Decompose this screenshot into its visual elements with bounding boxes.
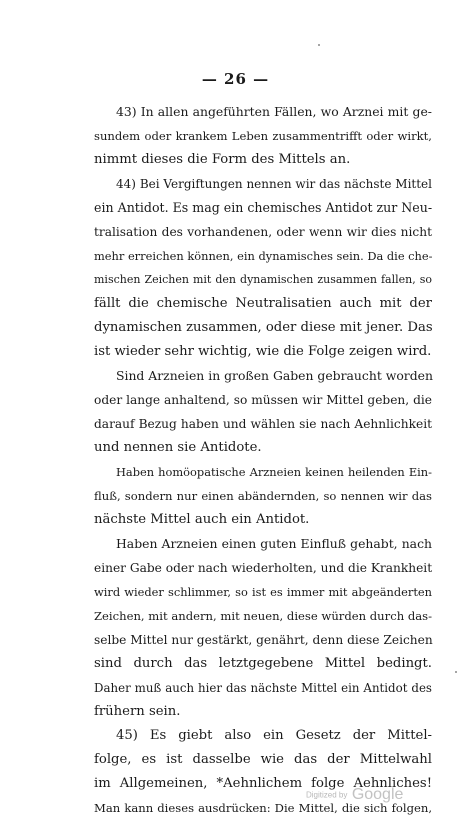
text-line: folge, es ist dasselbe wie das der Mittelwahl [94, 752, 432, 767]
ink-speck [318, 44, 320, 46]
text-line: sind durch das letztgegebene Mittel bedingt. [94, 656, 432, 671]
text-line: sundem oder krankem Leben zusammentrifft oder wirkt, [94, 129, 432, 143]
text-line: frühern sein. [94, 704, 181, 719]
text-line: dynamischen zusammen, oder diese mit jener. Das [94, 320, 433, 335]
watermark-prefix: Digitized by [306, 790, 348, 800]
text-line: fluß, sondern nur einen abändernden, so nennen wir das [94, 489, 432, 503]
text-line: Sind Arzneien in großen Gaben gebraucht worden [116, 368, 433, 383]
text-line: ist wieder sehr wichtig, wie die Folge zeigen wird. [94, 344, 432, 359]
text-line: selbe Mittel nur gestärkt, genährt, denn diese Zeichen [94, 633, 433, 647]
text-line: Haben homöopatische Arzneien keinen heilenden Ein- [116, 465, 432, 479]
watermark-brand: Google [351, 786, 404, 803]
text-line: darauf Bezug haben und wählen sie nach Aehnlichkeit [94, 417, 432, 431]
text-line: im Allgemeinen, *Aehnlichem folge Aehnliches! [94, 776, 432, 791]
text-line: wird wieder schlimmer, so ist es immer mit abgeänderten [94, 585, 432, 599]
page-number: — 26 — [201, 70, 270, 88]
text-line: tralisation des vorhandenen, oder wenn wir dies nicht [94, 225, 432, 239]
text-line: Zeichen, mit andern, mit neuen, diese würden durch das- [94, 609, 433, 623]
text-line: nächste Mittel auch ein Antidot. [94, 512, 310, 527]
digitized-watermark [306, 786, 403, 804]
text-line: und nennen sie Antidote. [94, 440, 262, 455]
body-text [94, 100, 432, 820]
text-line: einer Gabe oder nach wiederholten, und die Krankheit [94, 561, 433, 575]
text-line: nimmt dieses die Form des Mittels an. [94, 152, 351, 167]
text-line: 44) Bei Vergiftungen nennen wir das nächste Mittel [116, 177, 432, 191]
text-line: Haben Arzneien einen guten Einfluß gehabt, nach [116, 536, 432, 551]
text-line: Man kann dieses ausdrücken: Die Mittel, die sich folgen, [94, 801, 432, 815]
text-line: mehr erreichen können, ein dynamisches sein. Da die che- [94, 249, 433, 263]
text-line: 43) In allen angeführten Fällen, wo Arznei mit ge- [116, 104, 432, 119]
ink-speck [455, 671, 457, 673]
text-line: mischen Zeichen mit den dynamischen zusammen fallen, so [94, 273, 432, 286]
text-line: Daher muß auch hier das nächste Mittel ein Antidot des [94, 681, 432, 695]
text-line: ein Antidot. Es mag ein chemisches Antidot zur Neu- [94, 200, 433, 215]
text-line: fällt die chemische Neutralisatien auch mit der [94, 296, 432, 311]
text-line: oder lange anhaltend, so müssen wir Mittel geben, die [94, 393, 432, 407]
text-line: 45) Es giebt also ein Gesetz der Mittel- [116, 728, 432, 743]
